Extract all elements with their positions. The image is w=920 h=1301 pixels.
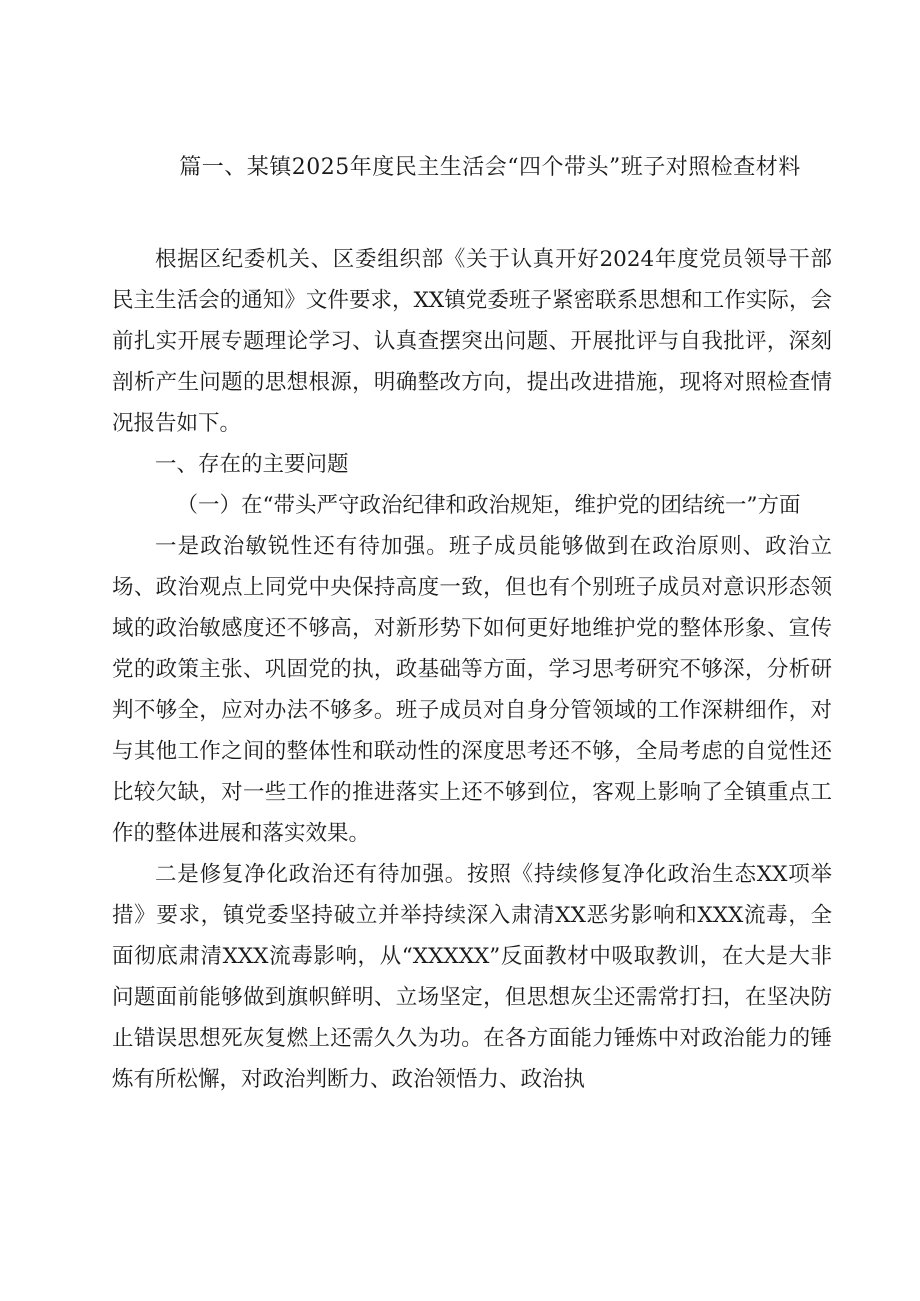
intro-paragraph: 根据区纪委机关、区委组织部《关于认真开好2024年度党员领导干部民主生活会的通知》文件要求，XX镇党委班子紧密联系思想和工作实际，会前扎实开展专题理论学习、认真查摆突出问题、开展批评与自我批评，深刻剖析产生问题的思想根源，明确整改方向，提出改进措施，现将对照检查情况报告如下。: [112, 247, 832, 436]
body-paragraph-1: 一是政治敏锐性还有待加强。班子成员能够做到在政治原则、政治立场、政治观点上同党中央保持高度一致，但也有个别班子成员对意识形态领域的政治敏感度还不够高，对新形势下如何更好地维护党的整体形象、宣传党的政策主张、巩固党的执，政基础等方面，学习思考研究不够深，分析研判不够全，应对办法不够多。班子成员对自身分管领域的工作深耕细作，对与其他工作之间的整体性和联动性的深度思考还不够，全局考虑的自觉性还比较欠缺，对一些工作的推进落实上还不够到位，客观上影响了全镇重点工作的整体进展和落实效果。: [112, 534, 832, 846]
body-paragraph-2: 二是修复净化政治还有待加强。按照《持续修复净化政治生态XX项举措》要求，镇党委坚持破立并举持续深入肃清XX恶劣影响和XXX流毒，全面彻底肃清XXX流毒影响，从“XXXXX”反面教材中吸取教训，在大是大非问题面前能够做到旗帜鲜明、立场坚定，但思想灰尘还需常打扫，在坚决防止错误思想死灰复燃上还需久久为功。在各方面能力锤炼中对政治能力的锤炼有所松懈，对政治判断力、政治领悟力、政治执: [112, 862, 832, 1092]
document-body: [112, 239, 832, 1100]
section-heading: 一、存在的主要问题: [155, 452, 349, 477]
document-title: 篇一、某镇2025年度民主生活会“四个带头”班子对照检查材料: [179, 155, 801, 180]
subsection-heading: （一）在“带头严守政治纪律和政治规矩，维护党的团结统一”方面: [176, 493, 801, 518]
